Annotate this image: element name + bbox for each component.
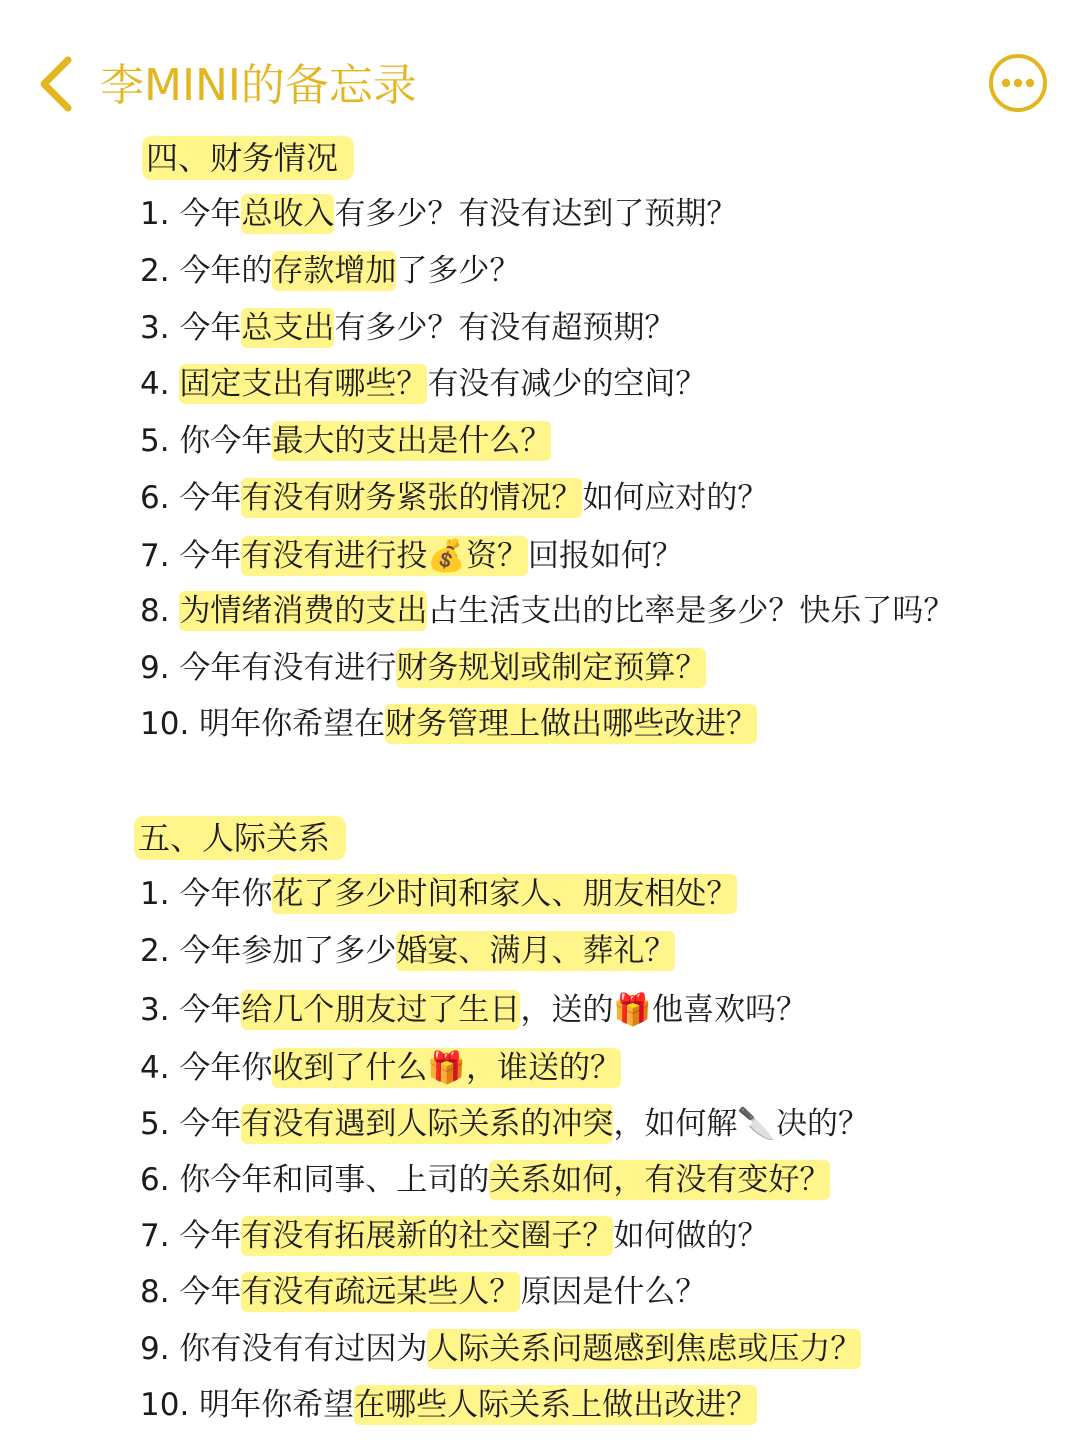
highlighted-text: 关系如何，有没有变好？	[489, 1162, 831, 1198]
question-text: 3. 今年	[140, 310, 242, 346]
highlighted-text: 为情绪消费的支出	[179, 593, 428, 629]
question-text: 1. 今年你	[140, 876, 273, 912]
question-text: 2. 今年参加了多少	[140, 933, 397, 969]
question-text: 8.	[140, 593, 180, 629]
more-options-button[interactable]	[987, 52, 1049, 114]
question-item	[140, 249, 520, 293]
highlighted-text: 总支出	[241, 310, 335, 346]
ellipsis-circle-icon	[987, 52, 1049, 114]
question-text: 原因是什么？	[520, 1274, 707, 1310]
question-item	[140, 872, 737, 916]
question-item	[140, 1270, 706, 1314]
highlighted-text: 收到了什么🎁，谁送的？	[272, 1050, 622, 1086]
question-text: 5. 今年	[140, 1106, 242, 1142]
question-item	[140, 929, 675, 973]
question-item	[140, 419, 551, 463]
highlighted-text: 总收入	[241, 196, 335, 232]
section-heading: 四、财务情况	[142, 136, 354, 180]
back-button[interactable]	[30, 52, 86, 116]
highlighted-text: 存款增加	[272, 253, 397, 289]
question-item	[140, 1383, 757, 1427]
chevron-left-icon	[30, 52, 86, 116]
question-text: 10. 明年你希望在	[140, 706, 386, 742]
highlighted-text: 财务管理上做出哪些改进？	[385, 706, 758, 742]
question-text: 有多少？有没有超预期？	[334, 310, 676, 346]
highlighted-text: 有没有财务紧张的情况？	[241, 480, 583, 516]
question-item	[140, 306, 675, 350]
question-item	[140, 1158, 830, 1202]
highlighted-text: 花了多少时间和家人、朋友相处？	[272, 876, 738, 912]
highlighted-text: 给几个朋友过了生日	[241, 992, 521, 1028]
highlighted-text: 婚宴、满月、葬礼？	[396, 933, 676, 969]
question-item	[140, 362, 706, 406]
question-item	[140, 1046, 621, 1090]
highlighted-text: 财务规划或制定预算？	[396, 650, 707, 686]
question-text: 如何应对的？	[582, 480, 769, 516]
question-item	[140, 589, 954, 633]
question-item	[140, 1327, 861, 1371]
question-text: 7. 今年	[140, 538, 242, 574]
question-text: 占生活支出的比率是多少？快乐了吗？	[427, 593, 955, 629]
highlighted-text: 有没有遇到人际关系的冲突	[241, 1106, 614, 1142]
question-text: 6. 今年	[140, 480, 242, 516]
app-header	[0, 0, 1080, 130]
question-text: 3. 今年	[140, 992, 242, 1028]
question-item	[140, 1214, 768, 1258]
highlighted-text: 最大的支出是什么？	[272, 423, 552, 459]
question-text: 8. 今年	[140, 1274, 242, 1310]
question-text: 10. 明年你希望	[140, 1387, 355, 1423]
question-text: ，如何解🔪决的？	[613, 1106, 870, 1142]
question-text: 9. 你有没有有过因为	[140, 1331, 428, 1367]
question-item	[140, 476, 768, 520]
highlighted-text: 有没有疏远某些人？	[241, 1274, 521, 1310]
question-text: 6. 你今年和同事、上司的	[140, 1162, 490, 1198]
question-item	[140, 702, 757, 746]
question-text: 2. 今年的	[140, 253, 273, 289]
question-text: 有多少？有没有达到了预期？	[334, 196, 738, 232]
question-item	[140, 534, 683, 578]
question-text: 4. 今年你	[140, 1050, 273, 1086]
question-text: 如何做的？	[613, 1218, 769, 1254]
highlighted-text: 人际关系问题感到焦虑或压力？	[427, 1331, 862, 1367]
question-text: 有没有减少的空间？	[427, 366, 707, 402]
question-text: 1. 今年	[140, 196, 242, 232]
question-text: 了多少？	[396, 253, 521, 289]
highlighted-text: 在哪些人际关系上做出改进？	[354, 1387, 758, 1423]
question-item	[140, 192, 737, 236]
question-text: 5. 你今年	[140, 423, 273, 459]
question-item	[140, 1102, 869, 1146]
question-text: 7. 今年	[140, 1218, 242, 1254]
page-title: 李MINI的备忘录	[100, 60, 417, 111]
question-item	[140, 646, 706, 690]
question-text: 9. 今年有没有进行	[140, 650, 397, 686]
highlighted-text: 有没有进行投💰资？	[241, 538, 529, 574]
question-text: 4.	[140, 366, 180, 402]
highlighted-text: 有没有拓展新的社交圈子？	[241, 1218, 614, 1254]
question-text: ，送的🎁他喜欢吗？	[520, 992, 808, 1028]
section-heading: 五、人际关系	[134, 816, 346, 860]
question-text: 回报如何？	[528, 538, 684, 574]
question-item	[140, 988, 807, 1032]
highlighted-text: 固定支出有哪些？	[179, 366, 428, 402]
